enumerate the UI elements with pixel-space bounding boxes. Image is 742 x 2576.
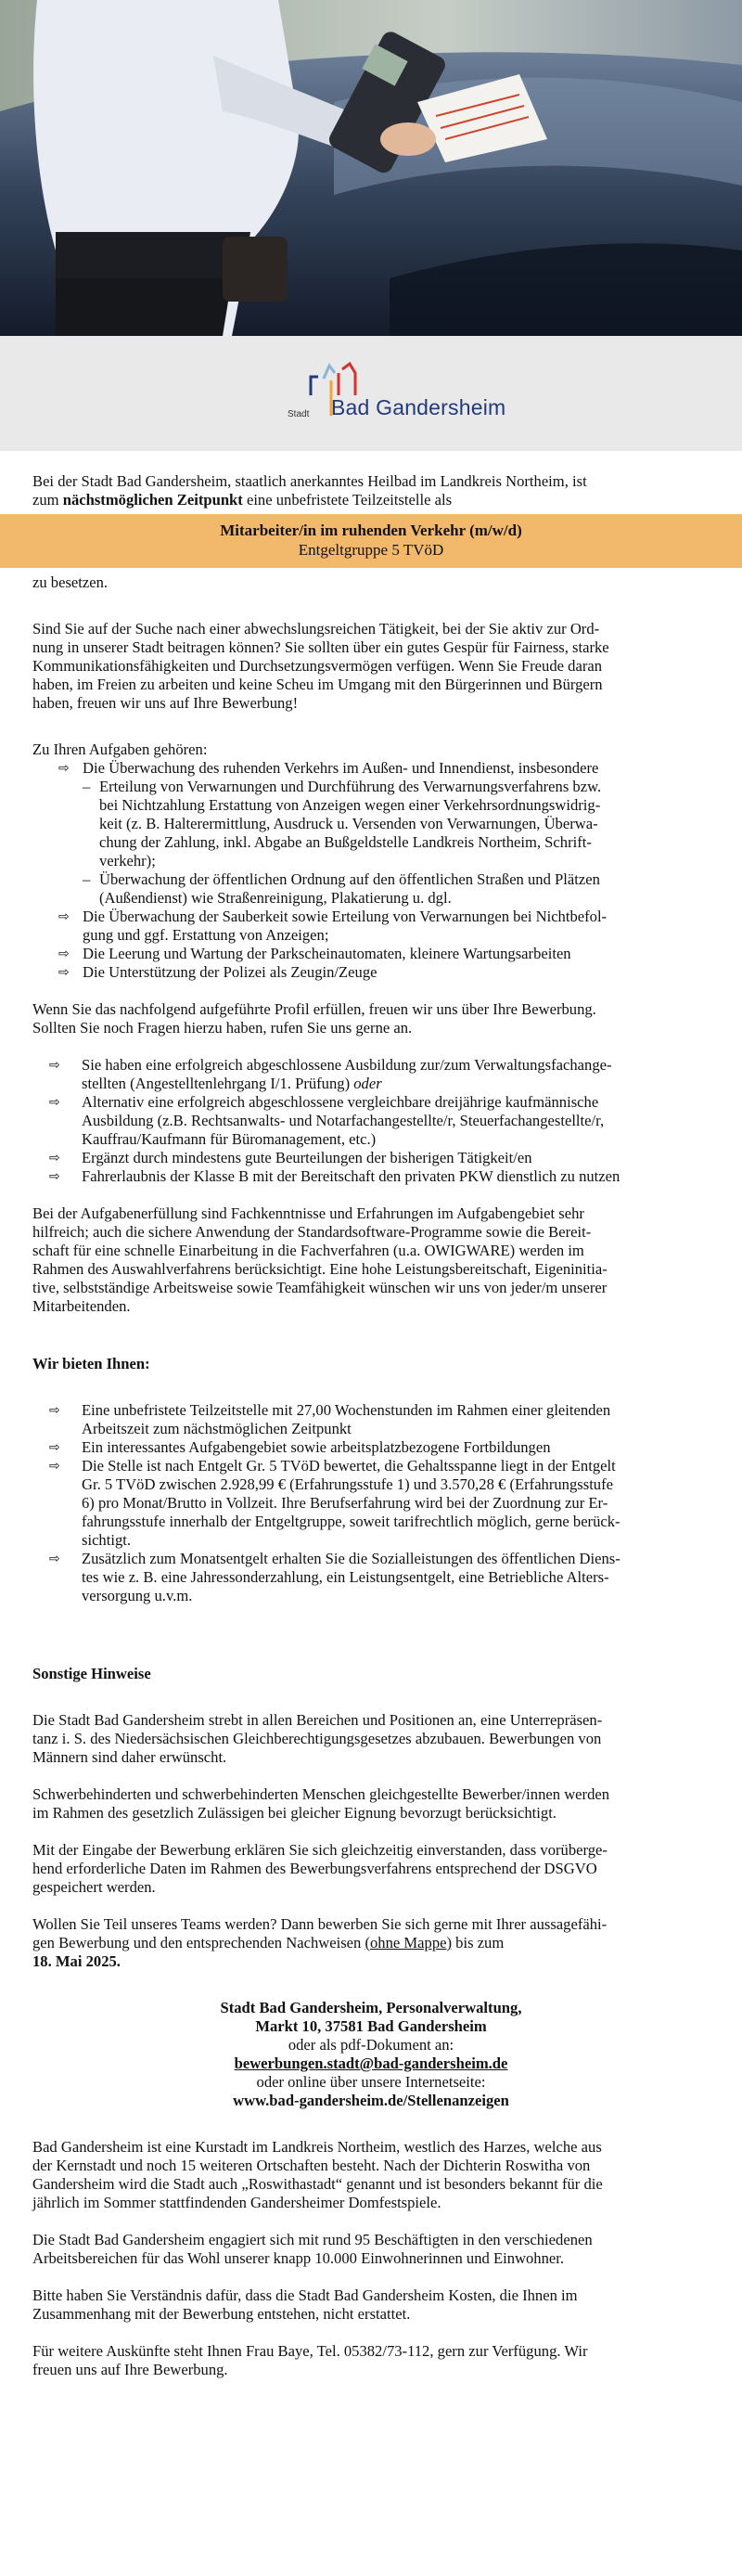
list-item: ⇨ Alternativ eine erfolgreich abgeschlossene vergleichbare dreijährige kaufmännische Ausbildung (z.B. Rechtsanwalts- und Notarfachangestellte/r, Steuerfachangestellte/r, Kauffrau/Kaufmann für Büromanagement, etc.) <box>49 1093 605 1148</box>
profile-list <box>32 1056 710 1186</box>
list-item: ⇨ Die Leerung und Wartung der Parkscheinautomaten, kleinere Wartungsarbeiten <box>58 945 571 962</box>
parking-officer-illustration <box>0 0 742 336</box>
website-link[interactable]: www.bad-gandersheim.de/Stellenanzeigen <box>233 2092 509 2109</box>
list-item: ⇨ Eine unbefristete Teilzeitstelle mit 27,00 Wochenstunden im Rahmen einer gleitenden Arbeitszeit zum nächstmöglichen Zeitpunkt <box>49 1401 611 1437</box>
posting-content <box>32 472 710 2379</box>
about-paragraph-2: Die Stadt Bad Gandersheim engagiert sich mit rund 95 Beschäftigten in den verschiedenen Arbeitsbereichen für das Wohl unserer knapp 10.000 Einwohnerinnen und Einwohner. <box>32 2231 593 2267</box>
arrow-right-icon: ⇨ <box>49 1058 60 1073</box>
arrow-right-icon: ⇨ <box>49 1459 60 1474</box>
profile-intro: Wenn Sie das nachfolgend aufgeführte Profil erfüllen, freuen wir uns über Ihre Bewerbung. Sollten Sie noch Fragen hierzu haben, rufen Sie uns gerne an. <box>32 1000 596 1037</box>
list-item: ⇨ Die Überwachung des ruhenden Verkehrs im Außen- und Innendienst, insbesondere – Erteilung von Verwarnungen und Durchführung des Verwarnungsverfahrens bzw. bei Nichtzahlung Erstattung von Anzeigen wegen einer Verkehrsordnungswidrig- keit (z. B. Halterermittlung, Ausdruck u. Versenden von Verwarnungen, Überwa- chung der Zahlung, inkl. Abgabe an Bußgeldstelle Landkreis Northeim, Schrift- verkehr); – Überwachung der öffentlichen Ordnung auf den öffentlichen Straßen und Plätzen (Außendienst) wie Straßenreinigung, Plakatierung u. dgl. <box>32 759 710 908</box>
arrow-right-icon: ⇨ <box>49 1440 60 1455</box>
requirements-paragraph: Bei der Aufgabenerfüllung sind Fachkenntnisse und Erfahrungen im Aufgabengebiet sehr hilfreich; auch die sichere Anwendung der Standardsoftware-Programme sowie die Bereit- schaft für eine schnelle Einarbeitung in die Fachverfahren (u.a. OWIGWARE) werden im Rahmen des Auswahlverfahrens berücksichtigt. Eine hohe Leistungsbereitschaft, Eigeninitia- tive, selbstständige Arbeitsweise sowie Teamfähigkeit wünschen wir uns von jeder/m unserer Mitarbeitenden. <box>32 1204 608 1315</box>
arrow-right-icon: ⇨ <box>49 1552 60 1566</box>
list-item: ⇨ Die Stelle ist nach Entgelt Gr. 5 TVöD bewertet, die Gehaltsspanne liegt in der Entgelt Gr. 5 TVöD zwischen 2.928,99 € (Erfahrungsstufe 1) und 3.570,28 € (Erfahrungsstufe 6) pro Monat/Brutto in Vollzeit. Ihre Berufserfahrung wird bei der Zuordnung zur Er- fahrungsstufe innerhalb der Entgeltgruppe, soweit tarifrechtlich möglich, gerne berück- sichtigt. <box>49 1457 620 1549</box>
about-paragraph-3: Bitte haben Sie Verständnis dafür, dass die Stadt Bad Gandersheim Kosten, die Ihnen im Zusammenhang mit der Bewerbung entstehen, nicht erstattet. <box>32 2286 578 2323</box>
contact-line-3: oder als pdf-Dokument an: <box>288 2036 454 2054</box>
notes-paragraph-2: Schwerbehinderten und schwerbehinderten Menschen gleichgestellte Bewerber/innen werden im Rahmen des gesetzlich Zulässigen bei gleicher Eignung bevorzugt berücksichtigt. <box>32 1785 610 1822</box>
arrow-right-icon: ⇨ <box>49 1169 60 1184</box>
ohne-mappe: (ohne Mappe) <box>365 1934 453 1951</box>
offer-heading: Wir bieten Ihnen: <box>32 1355 150 1372</box>
dash-icon: – <box>83 778 91 795</box>
about-paragraph-4: Für weitere Auskünfte steht Ihnen Frau Baye, Tel. 05382/73-112, gern zur Verfügung. Wir freuen uns auf Ihre Bewerbung. <box>32 2342 588 2378</box>
job-title: Mitarbeiter/in im ruhenden Verkehr (m/w/d) <box>220 522 522 539</box>
list-item: ⇨ Sie haben eine erfolgreich abgeschlossene Ausbildung zur/zum Verwaltungsfachange- stellten (Angestelltenlehrgang I/1. Prüfung) oder <box>49 1056 612 1092</box>
arrow-right-icon: ⇨ <box>49 1151 60 1166</box>
list-item: ⇨ Ergänzt durch mindestens gute Beurteilungen der bisherigen Tätigkeit/en <box>49 1149 532 1166</box>
contact-address: Markt 10, 37581 Bad Gandersheim <box>255 2017 487 2035</box>
list-item: ⇨ Die Überwachung der Sauberkeit sowie Erteilung von Verwarnungen bei Nichtbefol- gung und ggf. Erstattung von Anzeigen; <box>58 908 608 944</box>
logo-name: Bad Gandersheim <box>331 395 506 419</box>
list-item: ⇨ Zusätzlich zum Monatsentgelt erhalten Sie die Sozialleistungen des öffentlichen Diens- tes wie z. B. eine Jahressonderzahlung, ein Leistungsentgelt, eine Betriebliche Alters- versorgung u.v.m. <box>49 1550 620 1604</box>
task-sub-list <box>83 778 710 908</box>
notes-paragraph-1: Die Stadt Bad Gandersheim strebt in allen Bereichen und Positionen an, eine Unterrepräsen- tanz i. S. des Niedersächsischen Gleichberechtigungsgesetzes abzubauen. Bewerbungen von Männern sind daher erwünscht. <box>32 1711 603 1766</box>
tasks-list <box>32 759 710 982</box>
list-item: ⇨ Ein interessantes Aufgabengebiet sowie arbeitsplatzbezogene Fortbildungen <box>49 1438 551 1456</box>
contact-block <box>32 1999 710 2110</box>
list-item: ⇨ Fahrerlaubnis der Klasse B mit der Bereitschaft den privaten PKW dienstlich zu nutzen <box>49 1167 620 1185</box>
italic-oder: oder <box>353 1075 382 1092</box>
email-link[interactable]: bewerbungen.stadt@bad-gandersheim.de <box>234 2054 508 2072</box>
offer-list <box>32 1401 710 1605</box>
arrow-right-icon: ⇨ <box>58 761 70 776</box>
intro-paragraph: Sind Sie auf der Suche nach einer abwechslungsreichen Tätigkeit, bei der Sie aktiv zur Ord- nung in unserer Stadt beitragen können? Sie sollten über ein gutes Gespür für Fairness, starke Kommunikationsfähigkeiten und Durchsetzungsvermögen verfügen. Wenn Sie Freude daran haben, im Freien zu arbeiten und keine Scheu im Umgang mit den Bürgerinnen und Bürgern haben, freuen wir uns auf Ihre Bewerbung! <box>32 620 609 712</box>
notes-paragraph-3: Mit der Eingabe der Bewerbung erklären Sie sich gleichzeitig einverstanden, dass vorübergе- hend erforderliche Daten im Rahmen des Bewerbungsverfahrens entsprechend der DSGVO gespeichert werden. <box>32 1841 608 1896</box>
zu-besetzen: zu besetzen. <box>32 573 109 591</box>
notes-paragraph-4: Wollen Sie Teil unseres Teams werden? Dann bewerben Sie sich gerne mit Ihrer aussagefähi- gen Bewerbung und den entsprechenden Nachweisen (ohne Mappe) bis zum 18. Mai 2025. <box>32 1915 710 1971</box>
arrow-right-icon: ⇨ <box>58 947 70 961</box>
tasks-heading: Zu Ihren Aufgaben gehören: <box>32 741 208 758</box>
intro-line-2: zum nächstmöglichen Zeitpunkt eine unbefristete Teilzeitstelle als <box>32 491 453 509</box>
pay-grade: Entgeltgruppe 5 TVöD <box>298 541 444 559</box>
contact-line-5: oder online über unsere Internetseite: <box>256 2073 486 2091</box>
application-deadline: 18. Mai 2025. <box>32 1952 121 1970</box>
dash-icon: – <box>83 870 91 888</box>
list-item: ⇨ Die Unterstützung der Polizei als Zeugin/Zeuge <box>58 963 377 981</box>
arrow-right-icon: ⇨ <box>58 965 70 980</box>
about-paragraph-1: Bad Gandersheim ist eine Kurstadt im Landkreis Northeim, westlich des Harzes, welche aus der Kernstadt und noch 15 weiteren Ortschaften besteht. Nach der Dichterin Roswitha von Gandersheim wird die Stadt auch „Roswithastadt“ genannt und ist besonders bekannt für die jährlich im Sommer stattfindenden Gandersheimer Domfestspiele. <box>32 2138 603 2211</box>
intro-line-1: Bei der Stadt Bad Gandersheim, staatlich anerkanntes Heilbad im Landkreis Northeim, ist <box>32 472 587 490</box>
header-photo <box>0 0 742 336</box>
arrow-right-icon: ⇨ <box>58 909 70 924</box>
logo-prefix: Stadt <box>288 409 310 419</box>
arrow-right-icon: ⇨ <box>49 1403 60 1418</box>
list-item: – Überwachung der öffentlichen Ordnung auf den öffentlichen Straßen und Plätzen (Außendienst) wie Straßenreinigung, Plakatierung u. dgl. <box>83 870 600 907</box>
job-title-banner <box>0 514 742 568</box>
contact-line-1: Stadt Bad Gandersheim, Personalverwaltung, <box>220 1999 522 2016</box>
list-item: – Erteilung von Verwarnungen und Durchführung des Verwarnungsverfahrens bzw. bei Nichtzahlung Erstattung von Anzeigen wegen einer Verkehrsordnungswidrig- keit (z. B. Halterermittlung, Ausdruck u. Versenden von Verwarnungen, Überwa- chung der Zahlung, inkl. Abgabe an Bußgeldstelle Landkreis Northeim, Schrift- verkehr); <box>83 778 602 869</box>
intro-start-date: nächstmöglichen Zeitpunkt <box>62 491 243 509</box>
notes-heading: Sonstige Hinweise <box>32 1665 151 1682</box>
arrow-right-icon: ⇨ <box>49 1095 60 1110</box>
